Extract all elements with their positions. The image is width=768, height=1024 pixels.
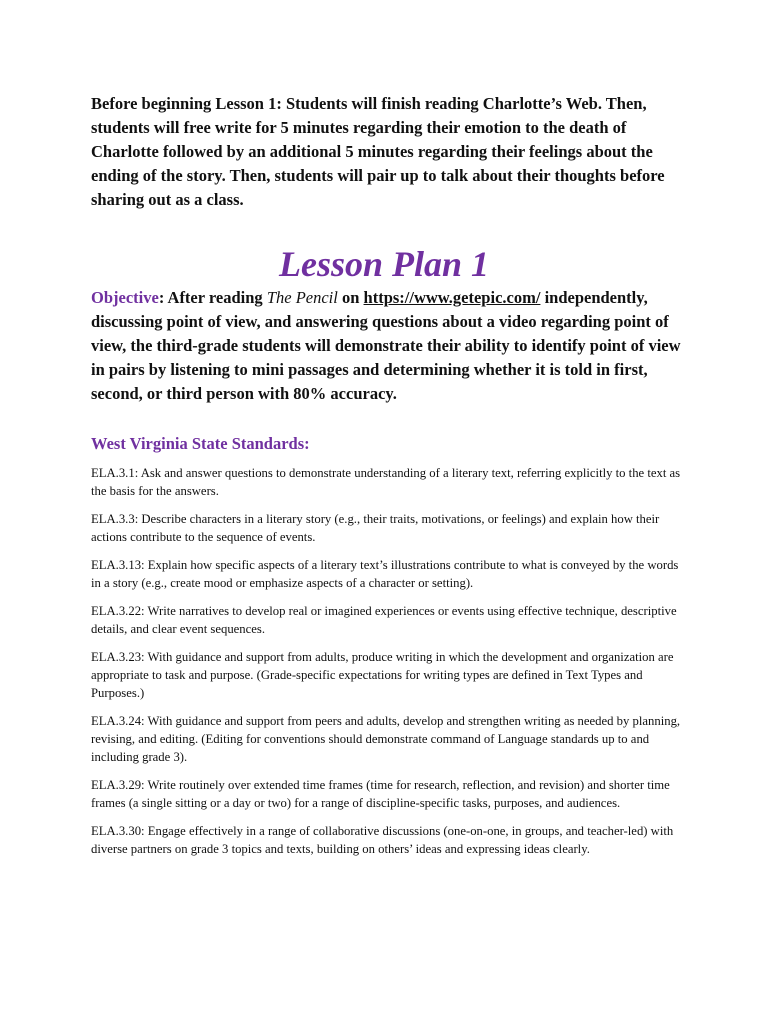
objective-paragraph [91, 286, 691, 406]
objective-on: on [337, 288, 364, 307]
objective-rest: independently, discussing point of view, and answering questions about a video regarding point of view, the third-grade students will demonstrate their ability to identify point of view in pairs by listening to mini passages and determining whether it is told in first, second, or third person with 80% accuracy. [91, 288, 681, 403]
standard-item: ELA.3.1: Ask and answer questions to demonstrate understanding of a literary text, referring explicitly to the text as the basis for the answers. [91, 466, 681, 498]
objective-lead: : After reading [158, 288, 267, 307]
standard-item: ELA.3.22: Write narratives to develop real or imagined experiences or events using effective technique, descriptive details, and clear event sequences. [91, 604, 677, 636]
intro-text: Students will finish reading Charlotte’s Web. Then, students will free write for 5 minutes regarding their emotion to the death of Charlotte followed by an additional 5 minutes regarding their feelings about the ending of the story. Then, students will pair up to talk about their thoughts before sharing out as a class. [91, 94, 665, 209]
getepic-link[interactable]: https://www.getepic.com/ [363, 288, 541, 307]
standard-item: ELA.3.30: Engage effectively in a range of collaborative discussions (one-on-one, in groups, and teacher-led) with diverse partners on grade 3 topics and texts, building on others’ ideas and expressing ideas clearly. [91, 824, 674, 856]
intro-label: Before beginning Lesson 1: [91, 94, 282, 113]
standard-item: ELA.3.23: With guidance and support from adults, produce writing in which the development and organization are appropriate to task and purpose. (Grade-specific expectations for writing types are defined in Text Types and Purposes.) [91, 650, 674, 700]
book-title: The Pencil [266, 288, 338, 307]
lesson-title: Lesson Plan 1 [278, 244, 490, 284]
standard-item: ELA.3.24: With guidance and support from peers and adults, develop and strengthen writing as needed by planning, revising, and editing. (Editing for conventions should demonstrate command of Language standards up to and including grade 3). [91, 714, 681, 764]
standard-item: ELA.3.3: Describe characters in a literary story (e.g., their traits, motivations, or feelings) and explain how their actions contribute to the sequence of events. [91, 512, 660, 544]
standard-item: ELA.3.13: Explain how specific aspects of a literary text’s illustrations contribute to what is conveyed by the words in a story (e.g., create mood or emphasize aspects of a character or setting). [91, 558, 679, 590]
standards-heading: West Virginia State Standards: [91, 434, 310, 453]
standards-list [91, 464, 691, 868]
intro-paragraph [91, 92, 691, 212]
standard-item: ELA.3.29: Write routinely over extended time frames (time for research, reflection, and revision) and shorter time frames (a single sitting or a day or two) for a range of discipline-specific tasks, purposes, and audiences. [91, 778, 670, 810]
objective-label: Objective [91, 288, 159, 307]
